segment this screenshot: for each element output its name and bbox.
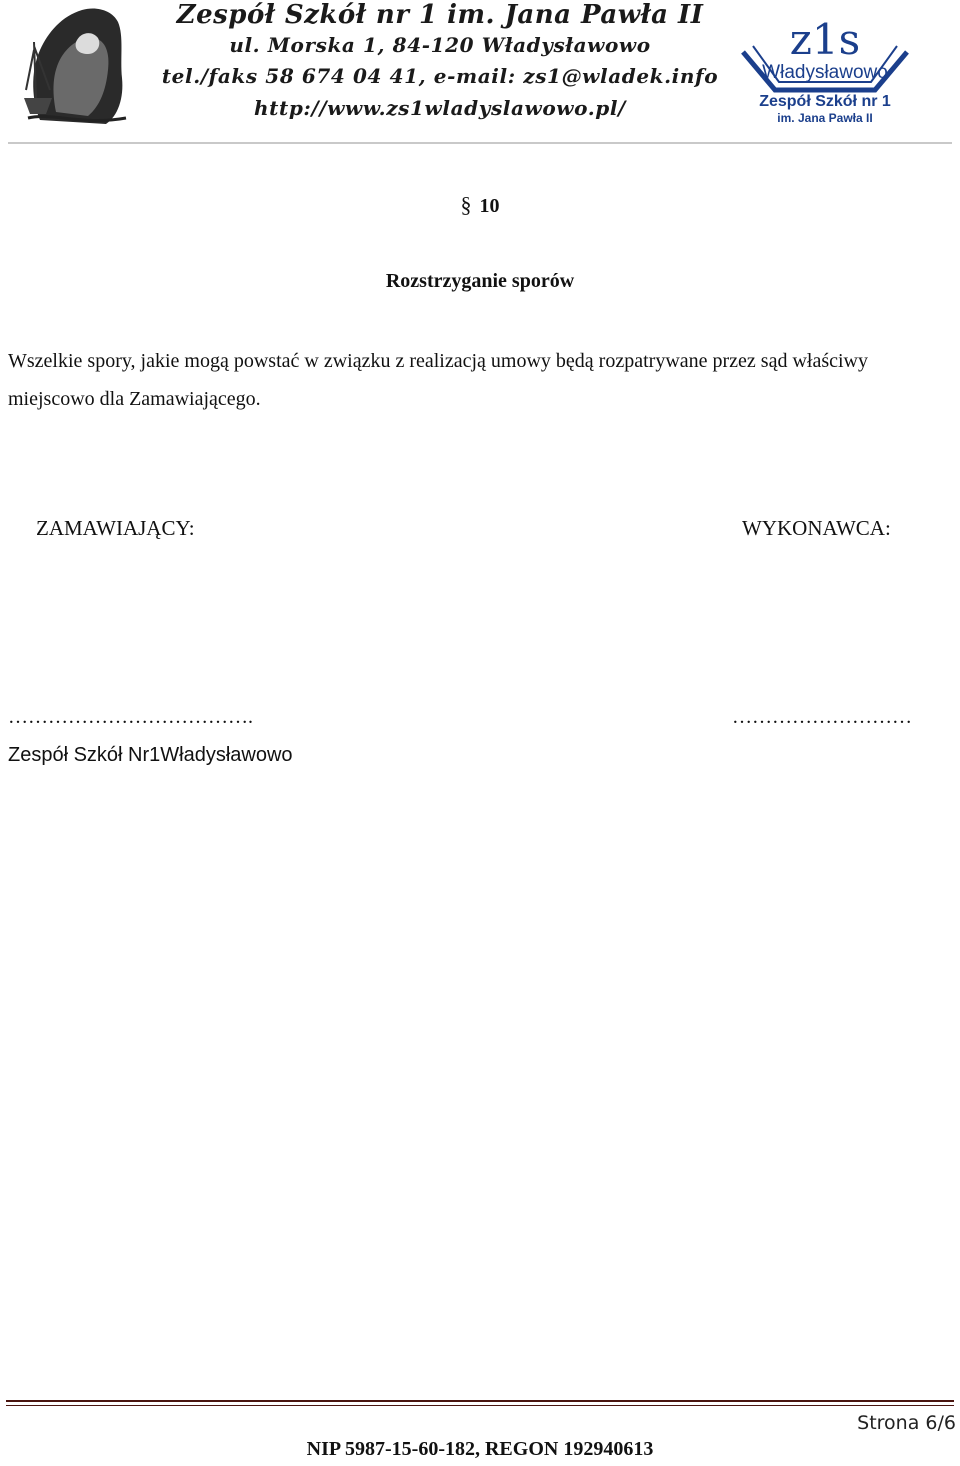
contractor-signature-line: ……………………… <box>732 706 912 728</box>
section-text: Wszelkie spory, jakie mogą powstać w związku z realizacją umowy będą rozpatrywane przez sąd właściwy miejscowo dla Zamawiającego. <box>8 350 868 410</box>
header-contact: tel./faks 58 674 04 41, e-mail: zs1@wladek.info <box>161 64 719 88</box>
header-school-name: Zespół Szkół nr 1 im. Jana Pawła II <box>176 0 704 30</box>
section-symbol: § <box>460 192 472 217</box>
section-title: Rozstrzyganie sporów <box>385 270 575 292</box>
ordering-party-name: Zespół Szkół Nr1Władysławowo <box>8 744 293 766</box>
school-emblem-illustration <box>22 2 130 128</box>
section-number-value: 10 <box>479 195 500 217</box>
footer-divider-thin <box>6 1405 954 1406</box>
header-divider <box>8 142 952 144</box>
school-crest-logo <box>735 2 915 126</box>
contractor-label: WYKONAWCA: <box>742 516 891 540</box>
footer-registration: NIP 5987-15-60-182, REGON 192940613 <box>306 1438 654 1460</box>
footer-divider <box>6 1400 954 1402</box>
ordering-party-label: ZAMAWIAJĄCY: <box>36 516 195 540</box>
logo-mark: z1s <box>789 15 861 64</box>
logo-town: Władysławowo <box>762 62 888 83</box>
page-number: Strona 6/6 <box>857 1412 956 1434</box>
header-website[interactable]: http://www.zs1wladyslawowo.pl/ <box>254 96 626 120</box>
logo-school: Zespół Szkół nr 1 <box>759 93 891 110</box>
logo-patron: im. Jana Pawła II <box>777 111 873 125</box>
ordering-party-signature-line: ………………………………. <box>8 706 253 728</box>
section-number <box>0 192 960 218</box>
header-address: ul. Morska 1, 84-120 Władysławowo <box>229 33 651 57</box>
